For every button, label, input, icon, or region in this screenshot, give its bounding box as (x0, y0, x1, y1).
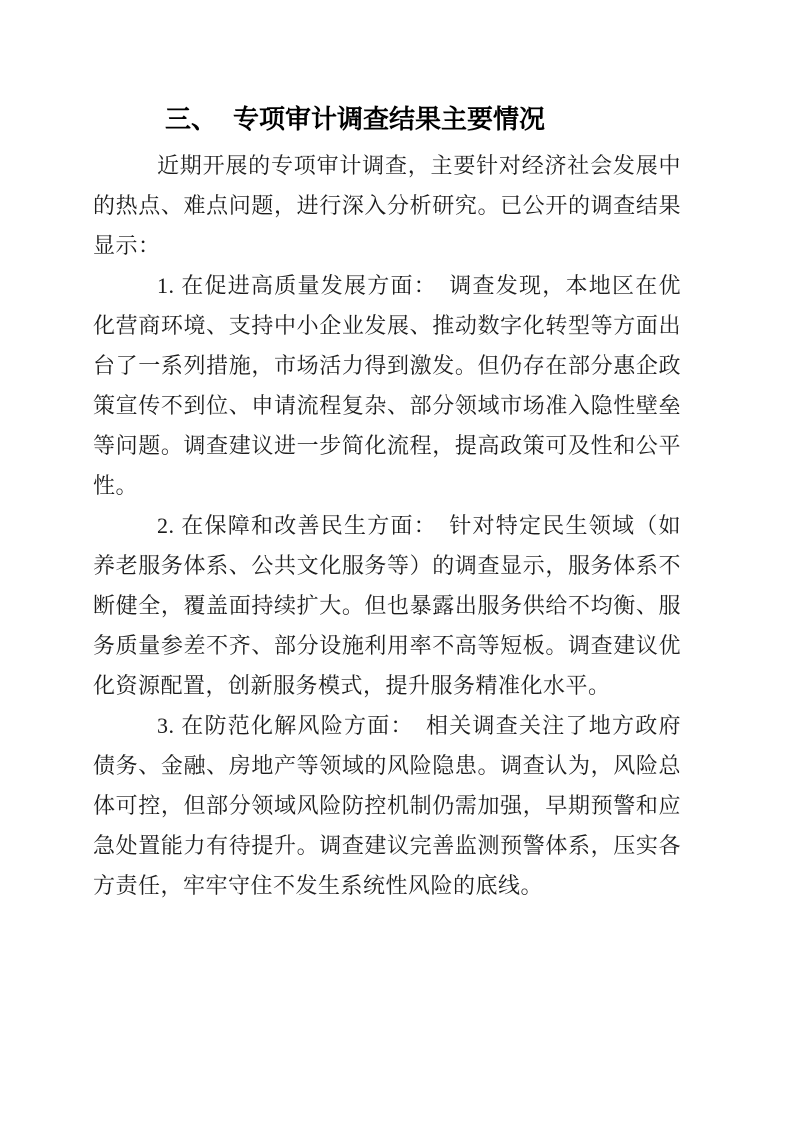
paragraph-item-3-risk-prevention: 3. 在防范化解风险方面： 相关调查关注了地方政府债务、金融、房地产等领域的风险隐患。调查认为，风险总体可控，但部分领域风险防控机制仍需加强，早期预警和应急处置能力有待提升。调查建议完善监测预警体系，压实各方责任，牢牢守住不发生系统性风险的底线。 (93, 713, 681, 898)
section-heading-title: 专项审计调查结果主要情况 (233, 105, 546, 134)
paragraph-item-2-livelihood: 2. 在保障和改善民生方面： 针对特定民生领域（如养老服务体系、公共文化服务等）的调查显示，服务体系不断健全，覆盖面持续扩大。但也暴露出服务供给不均衡、服务质量参差不齐、部分设施利用率不高等短板。调查建议优化资源配置，创新服务模式，提升服务精准化水平。 (93, 513, 681, 698)
paragraph-item-1-high-quality-development: 1. 在促进高质量发展方面： 调查发现，本地区在优化营商环境、支持中小企业发展、推动数字化转型等方面出台了一系列措施，市场活力得到激发。但仍存在部分惠企政策宣传不到位、申请流程复杂、部分领域市场准入隐性壁垒等问题。调查建议进一步简化流程，提高政策可及性和公平性。 (93, 273, 681, 498)
paragraph-intro: 近期开展的专项审计调查，主要针对经济社会发展中的热点、难点问题，进行深入分析研究。已公开的调查结果显示： (93, 153, 681, 258)
section-heading-number: 三、 (165, 105, 218, 134)
document-content (93, 97, 681, 906)
section-heading (93, 97, 681, 142)
